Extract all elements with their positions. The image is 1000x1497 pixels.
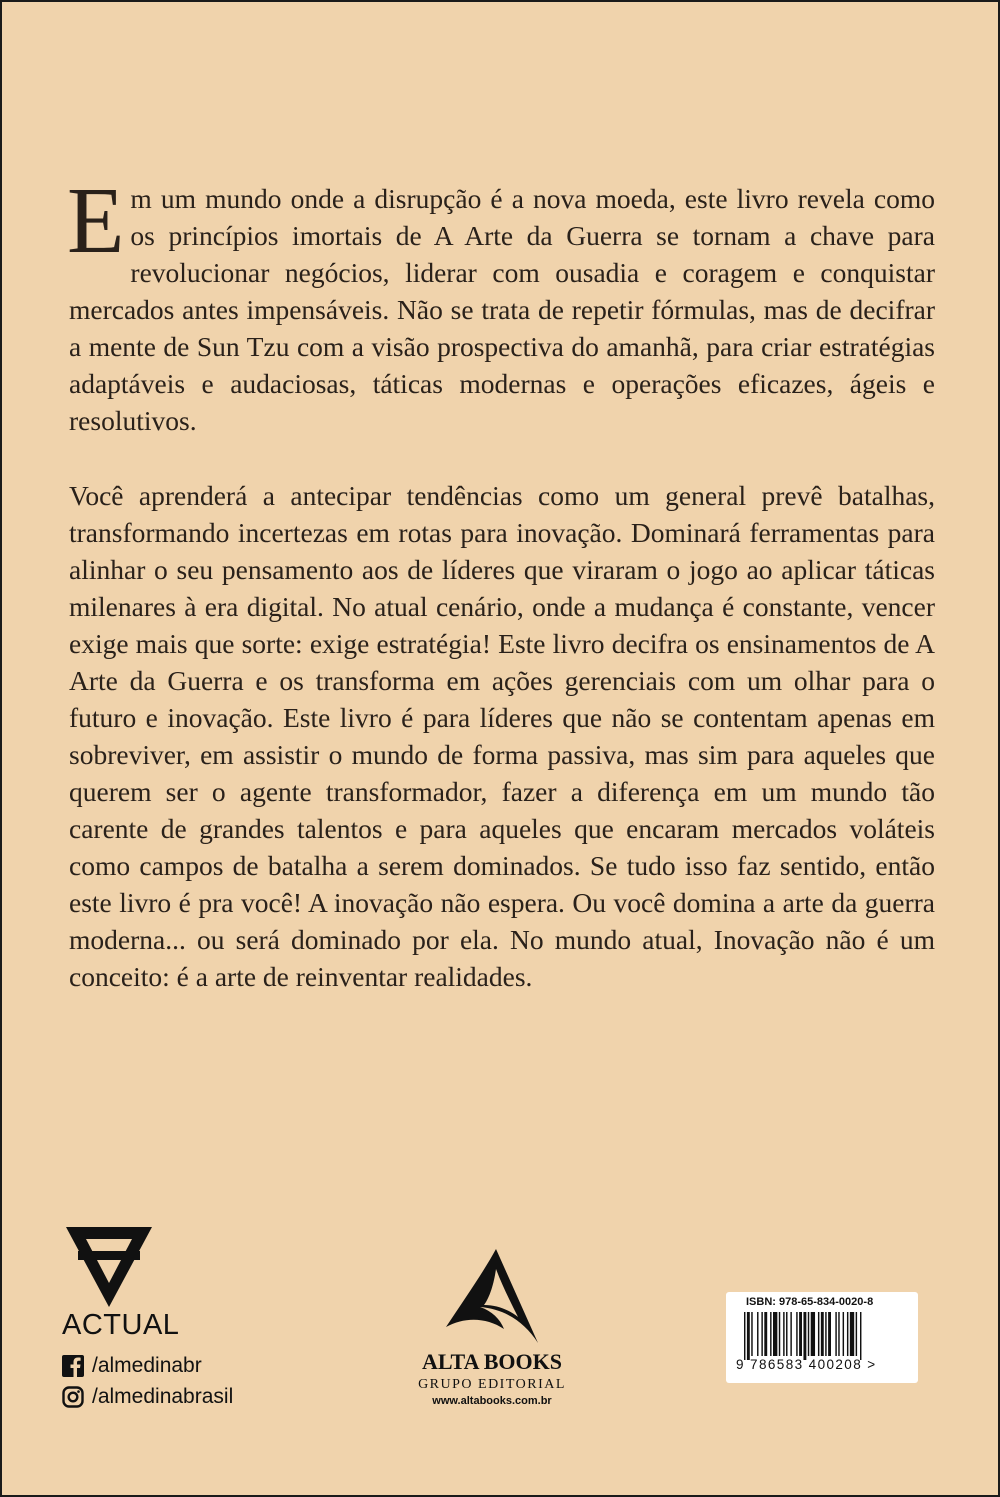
actual-logo: [62, 1227, 182, 1342]
synopsis-paragraph-2: Você aprenderá a antecipar tendências como um general prevê batalhas, transformando incertezas em rotas para inovação. Dominará ferramentas para alinhar o seu pensamento aos de líderes que viraram o jogo ao aplicar táticas milenares à era digital. No atual cenário, onde a mudança é constante, vencer exige mais que sorte: exige estratégia! Este livro decifra os ensinamentos de A Arte da Guerra e os transforma em ações gerenciais com um olhar para o futuro e inovação. Este livro é para líderes que não se contentam apenas em sobreviver, em assistir o mundo de forma passiva, mas sim para aqueles que querem ser o agente transformador, fazer a diferença em um mundo tão carente de grandes talentos e para aqueles que encaram mercados voláteis como campos de batalha a serem dominados. Se tudo isso faz sentido, então este livro é pra você! A inovação não espera. Ou você domina a arte da guerra moderna... ou será dominado por ela. No mundo atual, Inovação não é um conceito: é a arte de reinventar realidades.: [69, 480, 935, 992]
barcode-bar: [803, 1312, 806, 1360]
barcode-bar: [843, 1312, 844, 1356]
barcode-bar: [757, 1312, 758, 1356]
barcode-bar: [747, 1312, 750, 1360]
barcode-bar: [828, 1312, 831, 1356]
instagram-icon: [62, 1386, 84, 1408]
barcode-bar: [821, 1312, 824, 1356]
barcode-bar: [850, 1312, 854, 1356]
alta-books-name: ALTA BOOKS: [421, 1349, 562, 1374]
facebook-handle: /almedinabr: [92, 1354, 202, 1377]
instagram-link[interactable]: [62, 1385, 233, 1409]
barcode-bar: [790, 1312, 791, 1356]
synopsis-paragraph-1: [67, 169, 935, 439]
isbn-digits: 9 786583 400208 >: [736, 1357, 877, 1372]
facebook-link[interactable]: [62, 1354, 202, 1378]
barcode-bar: [779, 1312, 780, 1356]
barcode-bar: [751, 1312, 752, 1356]
barcode-bar: [796, 1312, 797, 1356]
alta-books-logo: [402, 1247, 582, 1407]
barcode-bar: [856, 1312, 857, 1356]
barcode-bar: [770, 1312, 771, 1356]
barcode-bar: [773, 1312, 777, 1356]
actual-a-mark-icon: [64, 1227, 154, 1307]
alta-books-url: www.altabooks.com.br: [432, 1395, 552, 1407]
instagram-handle: /almedinabrasil: [92, 1385, 234, 1408]
facebook-icon: [62, 1355, 84, 1377]
barcode-bar: [860, 1312, 861, 1360]
drop-cap: E: [67, 169, 125, 273]
barcode-bar: [808, 1312, 809, 1356]
barcode-bar: [825, 1312, 826, 1356]
barcode-bar: [761, 1312, 762, 1356]
barcode-bar: [744, 1312, 745, 1360]
barcode-bar: [838, 1312, 839, 1356]
alta-books-triangle-icon: [442, 1247, 542, 1347]
synopsis-paragraph-1-text: m um mundo onde a disrupção é a nova moeda, este livro revela como os princípios imortais de A Arte da Guerra se tornam a chave para revolucionar negócios, liderar com ousadia e coragem e conquistar mercados antes impensáveis. Não se trata de repetir fórmulas, mas de decifrar a mente de Sun Tzu com a visão prospectiva do amanhã, para criar estratégias adaptáveis e audaciosas, táticas modernas e operações eficazes, ágeis e resolutivos.: [69, 183, 935, 436]
barcode-bar: [818, 1312, 819, 1356]
isbn-label: ISBN: 978-65-834-0020-8: [746, 1296, 874, 1308]
barcode-bar: [764, 1312, 767, 1356]
barcode-bar: [811, 1312, 815, 1356]
actual-wordmark: ACTUAL: [62, 1309, 180, 1341]
barcode-bar: [847, 1312, 848, 1356]
barcode-bar: [835, 1312, 836, 1356]
alta-books-subtitle: GRUPO EDITORIAL: [418, 1377, 566, 1392]
barcode-bar: [799, 1312, 802, 1356]
barcode-icon: [744, 1312, 914, 1360]
barcode-bar: [783, 1312, 784, 1356]
isbn-barcode-box: [726, 1292, 918, 1383]
barcode-bar: [786, 1312, 787, 1356]
